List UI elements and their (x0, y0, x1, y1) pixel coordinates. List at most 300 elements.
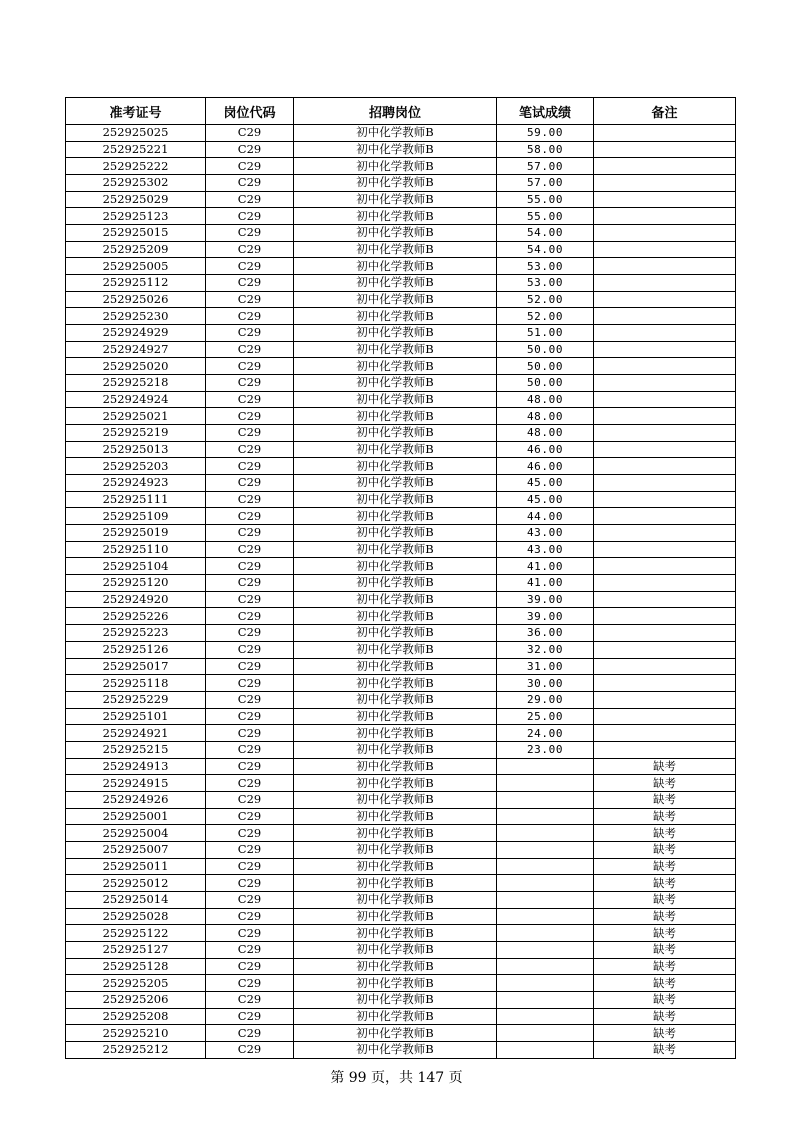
page-footer: 第 99 页，共 147 页 (330, 1070, 463, 1086)
remark-cell (594, 291, 736, 308)
position-code-cell: C29 (206, 291, 294, 308)
position-name-cell: 初中化学教师B (294, 658, 497, 675)
position-name-cell: 初中化学教师B (294, 891, 497, 908)
table-row (66, 858, 736, 875)
remark-cell: 缺考 (594, 941, 736, 958)
position-name-cell: 初中化学教师B (294, 758, 497, 775)
exam-id-cell: 252924921 (66, 725, 206, 742)
written-score-cell: 36.00 (497, 625, 594, 642)
header-remark: 备注 (594, 98, 736, 125)
written-score-cell: 52.00 (497, 308, 594, 325)
written-score-cell: 48.00 (497, 391, 594, 408)
position-code-cell: C29 (206, 691, 294, 708)
position-code-cell: C29 (206, 191, 294, 208)
exam-id-cell: 252925205 (66, 975, 206, 992)
position-code-cell: C29 (206, 708, 294, 725)
written-score-cell: 53.00 (497, 275, 594, 292)
written-score-cell (497, 825, 594, 842)
written-score-cell: 50.00 (497, 375, 594, 392)
position-code-cell: C29 (206, 1008, 294, 1025)
remark-cell (594, 725, 736, 742)
remark-cell (594, 491, 736, 508)
table-row (66, 875, 736, 892)
position-code-cell: C29 (206, 275, 294, 292)
position-name-cell: 初中化学教师B (294, 775, 497, 792)
exam-id-cell: 252925101 (66, 708, 206, 725)
written-score-cell: 41.00 (497, 575, 594, 592)
remark-cell (594, 741, 736, 758)
table-row (66, 541, 736, 558)
written-score-cell: 44.00 (497, 508, 594, 525)
position-name-cell: 初中化学教师B (294, 708, 497, 725)
table-row (66, 658, 736, 675)
position-code-cell: C29 (206, 858, 294, 875)
position-code-cell: C29 (206, 591, 294, 608)
remark-cell (594, 641, 736, 658)
exam-id-cell: 252925215 (66, 741, 206, 758)
exam-id-cell: 252925014 (66, 891, 206, 908)
position-code-cell: C29 (206, 558, 294, 575)
remark-cell: 缺考 (594, 825, 736, 842)
exam-id-cell: 252924926 (66, 791, 206, 808)
position-code-cell: C29 (206, 491, 294, 508)
position-name-cell: 初中化学教师B (294, 558, 497, 575)
remark-cell: 缺考 (594, 858, 736, 875)
written-score-cell (497, 925, 594, 942)
written-score-cell: 43.00 (497, 525, 594, 542)
remark-cell (594, 358, 736, 375)
position-name-cell: 初中化学教师B (294, 975, 497, 992)
position-code-cell: C29 (206, 641, 294, 658)
written-score-cell (497, 858, 594, 875)
table-row (66, 125, 736, 142)
table-row (66, 241, 736, 258)
position-code-cell: C29 (206, 758, 294, 775)
exam-id-cell: 252925104 (66, 558, 206, 575)
table-row (66, 591, 736, 608)
exam-id-cell: 252925012 (66, 875, 206, 892)
table-header-row (66, 98, 736, 125)
table-row (66, 908, 736, 925)
exam-id-cell: 252925230 (66, 308, 206, 325)
position-name-cell: 初中化学教师B (294, 375, 497, 392)
position-name-cell: 初中化学教师B (294, 1025, 497, 1042)
written-score-cell (497, 841, 594, 858)
position-code-cell: C29 (206, 541, 294, 558)
remark-cell: 缺考 (594, 908, 736, 925)
written-score-cell: 52.00 (497, 291, 594, 308)
position-name-cell: 初中化学教师B (294, 725, 497, 742)
table-row (66, 458, 736, 475)
table-row (66, 708, 736, 725)
table-row (66, 741, 736, 758)
remark-cell: 缺考 (594, 875, 736, 892)
exam-id-cell: 252925120 (66, 575, 206, 592)
position-code-cell: C29 (206, 375, 294, 392)
position-code-cell: C29 (206, 391, 294, 408)
remark-cell (594, 175, 736, 192)
exam-id-cell: 252924929 (66, 325, 206, 342)
table-row (66, 1008, 736, 1025)
remark-cell (594, 208, 736, 225)
written-score-cell: 23.00 (497, 741, 594, 758)
table-row (66, 258, 736, 275)
written-score-cell: 48.00 (497, 425, 594, 442)
remark-cell (594, 591, 736, 608)
table-row (66, 208, 736, 225)
written-score-cell (497, 808, 594, 825)
exam-id-cell: 252925222 (66, 158, 206, 175)
written-score-cell: 39.00 (497, 591, 594, 608)
position-name-cell: 初中化学教师B (294, 525, 497, 542)
position-name-cell: 初中化学教师B (294, 691, 497, 708)
position-name-cell: 初中化学教师B (294, 275, 497, 292)
exam-id-cell: 252925013 (66, 441, 206, 458)
position-code-cell: C29 (206, 141, 294, 158)
table-row (66, 275, 736, 292)
position-code-cell: C29 (206, 775, 294, 792)
position-name-cell: 初中化学教师B (294, 441, 497, 458)
table-row (66, 358, 736, 375)
table-row (66, 491, 736, 508)
position-name-cell: 初中化学教师B (294, 791, 497, 808)
position-code-cell: C29 (206, 608, 294, 625)
exam-id-cell: 252925005 (66, 258, 206, 275)
remark-cell: 缺考 (594, 991, 736, 1008)
exam-id-cell: 252925229 (66, 691, 206, 708)
exam-id-cell: 252924927 (66, 341, 206, 358)
written-score-cell (497, 875, 594, 892)
exam-id-cell: 252925206 (66, 991, 206, 1008)
position-code-cell: C29 (206, 875, 294, 892)
position-name-cell: 初中化学教师B (294, 241, 497, 258)
written-score-cell (497, 758, 594, 775)
remark-cell (594, 158, 736, 175)
written-score-cell (497, 775, 594, 792)
position-code-cell: C29 (206, 925, 294, 942)
table-row (66, 941, 736, 958)
exam-id-cell: 252925122 (66, 925, 206, 942)
table-row (66, 991, 736, 1008)
written-score-cell: 57.00 (497, 158, 594, 175)
exam-id-cell: 252925020 (66, 358, 206, 375)
position-name-cell: 初中化学教师B (294, 191, 497, 208)
table-row (66, 625, 736, 642)
remark-cell: 缺考 (594, 958, 736, 975)
position-name-cell: 初中化学教师B (294, 875, 497, 892)
position-code-cell: C29 (206, 525, 294, 542)
remark-cell (594, 475, 736, 492)
position-code-cell: C29 (206, 441, 294, 458)
score-table (65, 97, 736, 1059)
table-row (66, 325, 736, 342)
table-row (66, 675, 736, 692)
table-row (66, 225, 736, 242)
table-row (66, 725, 736, 742)
remark-cell: 缺考 (594, 891, 736, 908)
position-code-cell: C29 (206, 158, 294, 175)
written-score-cell: 59.00 (497, 125, 594, 142)
remark-cell (594, 608, 736, 625)
position-code-cell: C29 (206, 125, 294, 142)
exam-id-cell: 252924920 (66, 591, 206, 608)
table-row (66, 925, 736, 942)
remark-cell (594, 558, 736, 575)
position-code-cell: C29 (206, 625, 294, 642)
table-row (66, 175, 736, 192)
exam-id-cell: 252925109 (66, 508, 206, 525)
written-score-cell: 32.00 (497, 641, 594, 658)
exam-id-cell: 252925218 (66, 375, 206, 392)
position-name-cell: 初中化学教师B (294, 608, 497, 625)
written-score-cell: 54.00 (497, 225, 594, 242)
remark-cell (594, 341, 736, 358)
position-name-cell: 初中化学教师B (294, 308, 497, 325)
written-score-cell: 29.00 (497, 691, 594, 708)
written-score-cell: 30.00 (497, 675, 594, 692)
table-row (66, 408, 736, 425)
table-row (66, 958, 736, 975)
position-name-cell: 初中化学教师B (294, 941, 497, 958)
exam-id-cell: 252924915 (66, 775, 206, 792)
position-code-cell: C29 (206, 308, 294, 325)
exam-id-cell: 252925203 (66, 458, 206, 475)
written-score-cell (497, 991, 594, 1008)
position-name-cell: 初中化学教师B (294, 508, 497, 525)
table-row (66, 641, 736, 658)
exam-id-cell: 252925015 (66, 225, 206, 242)
position-code-cell: C29 (206, 408, 294, 425)
remark-cell (594, 225, 736, 242)
remark-cell (594, 258, 736, 275)
remark-cell (594, 508, 736, 525)
position-name-cell: 初中化学教师B (294, 1041, 497, 1058)
remark-cell (594, 375, 736, 392)
written-score-cell (497, 1025, 594, 1042)
exam-id-cell: 252925111 (66, 491, 206, 508)
position-name-cell: 初中化学教师B (294, 475, 497, 492)
table-row (66, 891, 736, 908)
table-row (66, 758, 736, 775)
position-code-cell: C29 (206, 975, 294, 992)
exam-id-cell: 252925128 (66, 958, 206, 975)
exam-id-cell: 252925025 (66, 125, 206, 142)
exam-id-cell: 252925028 (66, 908, 206, 925)
position-name-cell: 初中化学教师B (294, 358, 497, 375)
position-name-cell: 初中化学教师B (294, 1008, 497, 1025)
remark-cell: 缺考 (594, 1008, 736, 1025)
exam-id-cell: 252924924 (66, 391, 206, 408)
exam-id-cell: 252925021 (66, 408, 206, 425)
position-name-cell: 初中化学教师B (294, 858, 497, 875)
remark-cell: 缺考 (594, 1041, 736, 1058)
position-code-cell: C29 (206, 808, 294, 825)
written-score-cell: 51.00 (497, 325, 594, 342)
position-name-cell: 初中化学教师B (294, 341, 497, 358)
remark-cell (594, 325, 736, 342)
position-code-cell: C29 (206, 1041, 294, 1058)
remark-cell (594, 575, 736, 592)
table-row (66, 291, 736, 308)
table-row (66, 558, 736, 575)
position-code-cell: C29 (206, 508, 294, 525)
position-code-cell: C29 (206, 241, 294, 258)
written-score-cell (497, 958, 594, 975)
header-written-score: 笔试成绩 (497, 98, 594, 125)
exam-id-cell: 252925209 (66, 241, 206, 258)
position-name-cell: 初中化学教师B (294, 425, 497, 442)
position-name-cell: 初中化学教师B (294, 391, 497, 408)
written-score-cell: 57.00 (497, 175, 594, 192)
position-name-cell: 初中化学教师B (294, 325, 497, 342)
position-name-cell: 初中化学教师B (294, 175, 497, 192)
position-code-cell: C29 (206, 908, 294, 925)
table-body (66, 125, 736, 1059)
exam-id-cell: 252925219 (66, 425, 206, 442)
remark-cell (594, 541, 736, 558)
table-row (66, 691, 736, 708)
written-score-cell: 54.00 (497, 241, 594, 258)
position-code-cell: C29 (206, 425, 294, 442)
written-score-cell: 55.00 (497, 191, 594, 208)
written-score-cell: 50.00 (497, 358, 594, 375)
written-score-cell (497, 941, 594, 958)
position-code-cell: C29 (206, 358, 294, 375)
written-score-cell (497, 1008, 594, 1025)
exam-id-cell: 252925019 (66, 525, 206, 542)
written-score-cell: 53.00 (497, 258, 594, 275)
remark-cell (594, 308, 736, 325)
written-score-cell (497, 1041, 594, 1058)
exam-id-cell: 252925221 (66, 141, 206, 158)
written-score-cell (497, 891, 594, 908)
table-row (66, 841, 736, 858)
header-position-name: 招聘岗位 (294, 98, 497, 125)
table-row (66, 608, 736, 625)
table-row (66, 808, 736, 825)
written-score-cell: 46.00 (497, 441, 594, 458)
remark-cell (594, 458, 736, 475)
position-name-cell: 初中化学教师B (294, 208, 497, 225)
table-row (66, 525, 736, 542)
written-score-cell: 43.00 (497, 541, 594, 558)
position-name-cell: 初中化学教师B (294, 641, 497, 658)
position-code-cell: C29 (206, 841, 294, 858)
exam-id-cell: 252925212 (66, 1041, 206, 1058)
exam-id-cell: 252925118 (66, 675, 206, 692)
remark-cell (594, 441, 736, 458)
exam-id-cell: 252925011 (66, 858, 206, 875)
table-row (66, 308, 736, 325)
remark-cell (594, 391, 736, 408)
remark-cell: 缺考 (594, 791, 736, 808)
remark-cell: 缺考 (594, 758, 736, 775)
exam-id-cell: 252925007 (66, 841, 206, 858)
remark-cell (594, 241, 736, 258)
exam-id-cell: 252925017 (66, 658, 206, 675)
table-row (66, 141, 736, 158)
written-score-cell: 41.00 (497, 558, 594, 575)
position-code-cell: C29 (206, 675, 294, 692)
position-name-cell: 初中化学教师B (294, 958, 497, 975)
table-row (66, 441, 736, 458)
table-row (66, 391, 736, 408)
position-name-cell: 初中化学教师B (294, 808, 497, 825)
position-name-cell: 初中化学教师B (294, 925, 497, 942)
written-score-cell: 55.00 (497, 208, 594, 225)
written-score-cell: 31.00 (497, 658, 594, 675)
remark-cell: 缺考 (594, 1025, 736, 1042)
written-score-cell (497, 908, 594, 925)
written-score-cell: 39.00 (497, 608, 594, 625)
position-code-cell: C29 (206, 891, 294, 908)
table-row (66, 575, 736, 592)
remark-cell (594, 425, 736, 442)
exam-id-cell: 252925029 (66, 191, 206, 208)
position-code-cell: C29 (206, 658, 294, 675)
position-name-cell: 初中化学教师B (294, 675, 497, 692)
written-score-cell (497, 975, 594, 992)
position-name-cell: 初中化学教师B (294, 158, 497, 175)
written-score-cell: 58.00 (497, 141, 594, 158)
position-code-cell: C29 (206, 791, 294, 808)
exam-id-cell: 252925026 (66, 291, 206, 308)
written-score-cell: 24.00 (497, 725, 594, 742)
exam-id-cell: 252924913 (66, 758, 206, 775)
remark-cell (594, 141, 736, 158)
remark-cell: 缺考 (594, 841, 736, 858)
position-name-cell: 初中化学教师B (294, 841, 497, 858)
written-score-cell: 48.00 (497, 408, 594, 425)
position-code-cell: C29 (206, 208, 294, 225)
remark-cell (594, 675, 736, 692)
position-code-cell: C29 (206, 258, 294, 275)
position-name-cell: 初中化学教师B (294, 541, 497, 558)
remark-cell (594, 525, 736, 542)
position-name-cell: 初中化学教师B (294, 225, 497, 242)
position-code-cell: C29 (206, 741, 294, 758)
table-row (66, 775, 736, 792)
exam-id-cell: 252925302 (66, 175, 206, 192)
position-name-cell: 初中化学教师B (294, 408, 497, 425)
exam-id-cell: 252925210 (66, 1025, 206, 1042)
position-code-cell: C29 (206, 225, 294, 242)
table-row (66, 791, 736, 808)
exam-id-cell: 252925112 (66, 275, 206, 292)
position-code-cell: C29 (206, 175, 294, 192)
exam-id-cell: 252925226 (66, 608, 206, 625)
exam-id-cell: 252925110 (66, 541, 206, 558)
position-code-cell: C29 (206, 575, 294, 592)
exam-id-cell: 252925126 (66, 641, 206, 658)
remark-cell (594, 408, 736, 425)
exam-id-cell: 252924923 (66, 475, 206, 492)
position-code-cell: C29 (206, 825, 294, 842)
position-code-cell: C29 (206, 325, 294, 342)
position-code-cell: C29 (206, 341, 294, 358)
table-row (66, 1041, 736, 1058)
remark-cell: 缺考 (594, 975, 736, 992)
remark-cell (594, 125, 736, 142)
remark-cell (594, 708, 736, 725)
position-name-cell: 初中化学教师B (294, 741, 497, 758)
position-name-cell: 初中化学教师B (294, 491, 497, 508)
remark-cell (594, 658, 736, 675)
table-row (66, 425, 736, 442)
position-code-cell: C29 (206, 725, 294, 742)
table-row (66, 375, 736, 392)
position-name-cell: 初中化学教师B (294, 575, 497, 592)
